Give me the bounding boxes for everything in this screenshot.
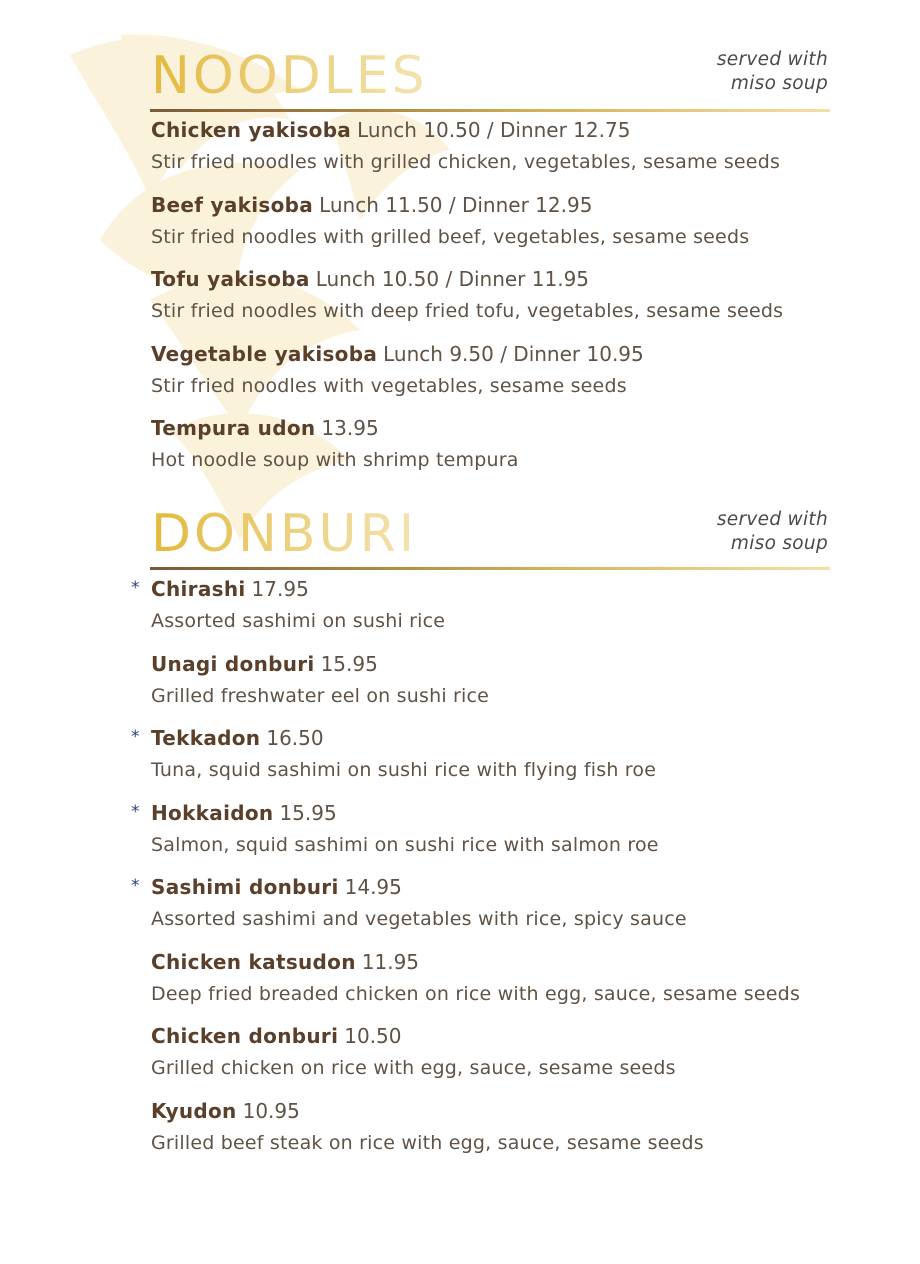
noodles-divider (150, 109, 830, 112)
item-price: 10.50 (344, 1024, 402, 1048)
item-price: Lunch 9.50 / Dinner 10.95 (383, 341, 644, 366)
item-name: Unagi donburi (151, 651, 315, 676)
item-name: Hokkaidon (151, 800, 274, 825)
donburi-divider (150, 567, 830, 570)
item-price: Lunch 11.50 / Dinner 12.95 (319, 192, 593, 217)
donburi-served-note: served with miso soup (716, 509, 828, 554)
menu-item (151, 949, 851, 1024)
noodles-served-note: served with miso soup (716, 49, 828, 94)
item-description: Assorted sashimi and vegetables with rice, spicy sauce (151, 908, 687, 930)
menu-item (151, 266, 851, 341)
item-name: Chirashi (151, 577, 246, 601)
item-price: 17.95 (251, 577, 309, 601)
item-description: Deep fried breaded chicken on rice with egg, sauce, sesame seeds (151, 982, 801, 1005)
item-description: Stir fried noodles with deep fried tofu, vegetables, sesame seeds (151, 300, 784, 322)
item-price: 11.95 (361, 949, 420, 974)
item-description: Grilled freshwater eel on sushi rice (151, 684, 490, 707)
item-name: Beef yakisoba (151, 192, 314, 217)
menu-item (151, 117, 851, 192)
noodles-title: NOODLES (151, 46, 428, 106)
item-price: 15.95 (320, 651, 378, 676)
item-description: Stir fried noodles with grilled beef, vegetables, sesame seeds (151, 225, 750, 248)
item-description: Tuna, squid sashimi on sushi rice with flying fish roe (151, 759, 657, 781)
item-price: 14.95 (344, 875, 402, 899)
item-price: 13.95 (321, 416, 379, 440)
menu-item (131, 800, 851, 875)
item-price: 10.95 (242, 1098, 300, 1123)
item-description: Salmon, squid sashimi on sushi rice with salmon roe (151, 833, 659, 856)
item-price: Lunch 10.50 / Dinner 11.95 (315, 267, 590, 291)
donburi-title: DONBURI (151, 504, 418, 564)
menu-item (151, 651, 851, 726)
item-name: Tempura udon (151, 416, 316, 440)
item-name: Chicken yakisoba (151, 118, 352, 142)
item-price: 16.50 (266, 726, 324, 750)
star-icon: * (131, 578, 140, 598)
menu-item (151, 415, 851, 490)
star-icon: * (131, 801, 140, 822)
item-price: Lunch 10.50 / Dinner 12.75 (357, 118, 631, 142)
item-description: Stir fried noodles with grilled chicken, vegetables, sesame seeds (151, 151, 781, 173)
donburi-item-list (131, 576, 851, 1172)
menu-item (151, 341, 851, 416)
item-name: Tekkadon (151, 726, 261, 750)
menu-item (151, 192, 851, 267)
item-name: Vegetable yakisoba (151, 341, 378, 366)
menu-item (131, 576, 851, 651)
star-icon: * (131, 727, 140, 747)
item-name: Kyudon (151, 1098, 237, 1123)
item-name: Tofu yakisoba (151, 267, 310, 291)
item-description: Grilled chicken on rice with egg, sauce, sesame seeds (151, 1057, 676, 1079)
menu-item (151, 1023, 851, 1098)
star-icon: * (131, 876, 140, 896)
item-price: 15.95 (279, 800, 337, 825)
item-name: Chicken donburi (151, 1024, 339, 1048)
item-description: Stir fried noodles with vegetables, sesame seeds (151, 374, 627, 397)
item-name: Chicken katsudon (151, 949, 356, 974)
menu-item (131, 725, 851, 800)
item-description: Assorted sashimi on sushi rice (151, 610, 446, 632)
item-name: Sashimi donburi (151, 875, 339, 899)
menu-item (131, 874, 851, 949)
item-description: Hot noodle soup with shrimp tempura (151, 449, 519, 471)
item-description: Grilled beef steak on rice with egg, sauce, sesame seeds (151, 1131, 704, 1154)
noodles-item-list (151, 117, 851, 490)
menu-item (151, 1098, 851, 1173)
